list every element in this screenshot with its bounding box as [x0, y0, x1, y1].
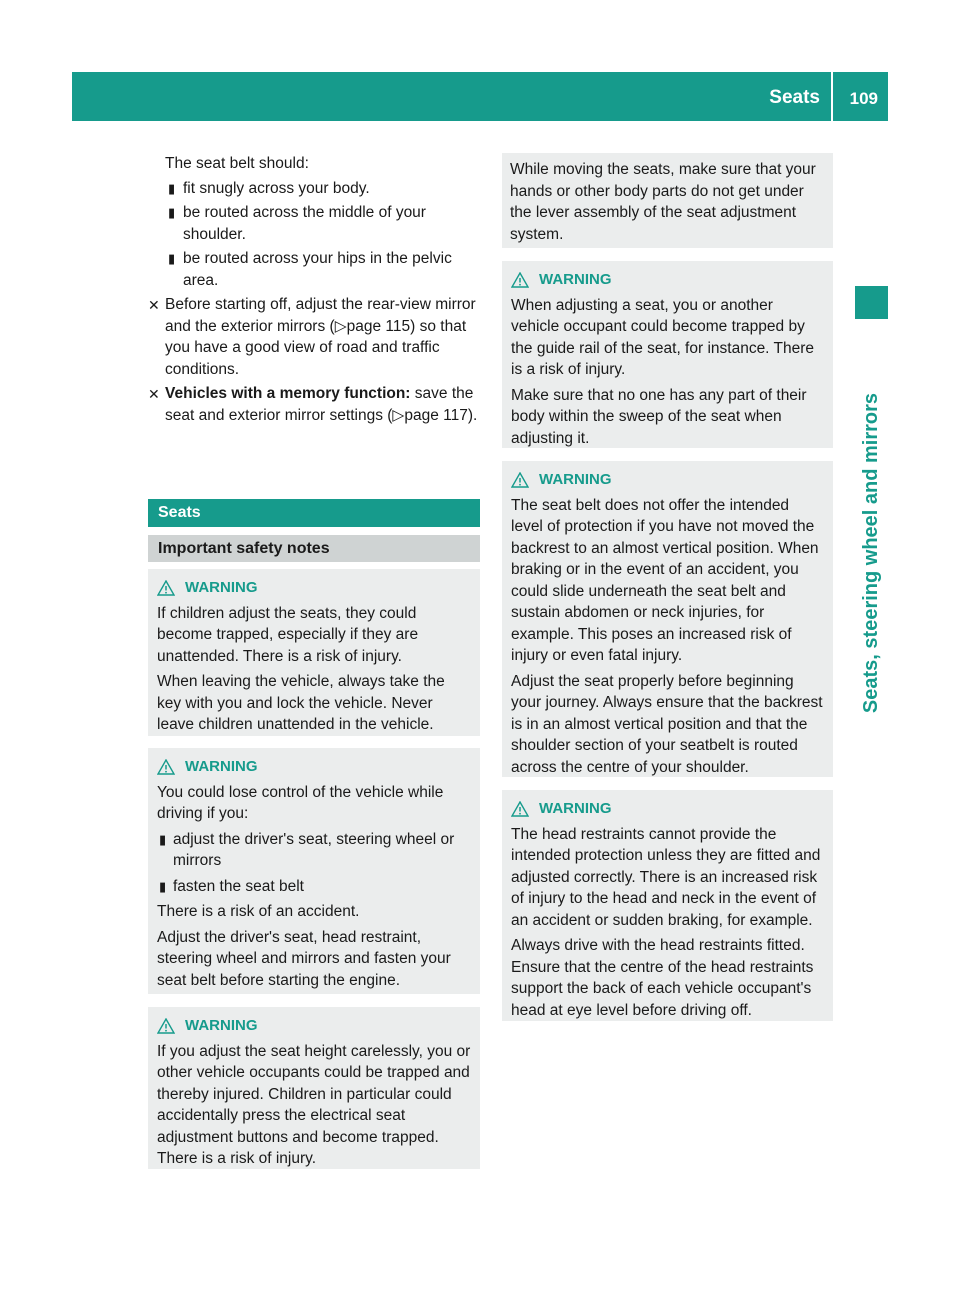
section-heading: Seats	[148, 499, 480, 527]
warning-triangle-icon	[157, 759, 175, 775]
warning-label: WARNING	[185, 579, 258, 596]
warning-triangle-icon	[157, 580, 175, 596]
instruction-step	[148, 294, 480, 380]
warning-text: If you adjust the seat height carelessly, you or other vehicle occupants could be trapped and thereby injured. Children in particular could accidentally press the electrical seat adjustment buttons and become trapped. There is a risk of injury.	[157, 1042, 471, 1167]
warning-box	[148, 1007, 480, 1169]
warning-triangle-icon	[511, 472, 529, 488]
chapter-marker	[855, 286, 888, 319]
info-box	[502, 153, 833, 248]
step-text: Before starting off, adjust the rear-view mirror and the exterior mirrors (	[165, 296, 476, 335]
page-ref-arrow-icon: ▷	[392, 406, 405, 424]
bullet-icon: ▮	[168, 180, 176, 196]
bullet-icon: ▮	[168, 251, 176, 266]
list-item	[148, 202, 480, 245]
intro-bullet-list	[148, 178, 480, 292]
chapter-title: Seats, steering wheel and mirrors	[860, 392, 882, 714]
warning-text: You could lose control of the vehicle while driving if you:	[157, 783, 444, 822]
warning-triangle-icon	[157, 1018, 175, 1034]
warning-box	[148, 748, 480, 994]
warning-heading	[157, 756, 472, 778]
page-reference-link[interactable]: page 117	[404, 406, 468, 424]
page-ref-arrow-icon: ▷	[334, 317, 347, 335]
page-reference-link[interactable]: page 115	[346, 317, 411, 335]
warning-text: Always drive with the head restraints fitted. Ensure that the centre of the head restraints support the back of each vehicle occupant's head at eye level before driving off.	[511, 937, 814, 1019]
warning-text: When adjusting a seat, you or another vehicle occupant could become trapped by the guide rail of the seat, for instance. There is a risk of injury.	[511, 296, 815, 378]
warning-text: Make sure that no one has any part of their body within the sweep of the seat when adjusting it.	[511, 386, 807, 447]
list-item	[148, 248, 480, 291]
warning-triangle-icon	[511, 801, 529, 817]
warning-box	[502, 461, 833, 777]
warning-text: Adjust the driver's seat, head restraint, steering wheel and mirrors and fasten your seat belt before starting the engine.	[157, 928, 451, 989]
warning-heading	[511, 469, 825, 491]
step-text: ).	[467, 406, 478, 424]
step-text: ) so that you have a good view of road and traffic conditions.	[165, 317, 467, 378]
warning-text: There is a risk of an accident.	[157, 903, 360, 920]
warning-box	[502, 261, 833, 448]
warning-heading	[157, 577, 472, 599]
header-divider	[831, 72, 833, 121]
intro-section	[148, 153, 480, 429]
bullet-icon: ▮	[159, 878, 167, 894]
warning-label: WARNING	[185, 758, 258, 775]
warning-text: Adjust the seat properly before beginning your journey. Always ensure that the backrest is in an almost vertical position and that the shoulder section of your seatbelt is routed across the centre of your shoulder.	[511, 672, 823, 776]
step-bold-label: Vehicles with a memory function:	[165, 385, 411, 402]
instruction-step	[148, 383, 480, 426]
page-number: 109	[849, 89, 878, 108]
warning-heading	[157, 1015, 472, 1037]
warning-heading	[511, 269, 825, 291]
warning-label: WARNING	[539, 271, 612, 288]
list-item-text: be routed across the middle of your shoulder.	[183, 204, 426, 243]
list-item-text: fasten the seat belt	[173, 877, 304, 895]
list-item	[157, 876, 472, 898]
warning-box	[502, 790, 833, 1021]
list-item-text: fit snugly across your body.	[183, 179, 370, 197]
warning-text: If children adjust the seats, they could become trapped, especially if they are unattended. There is a risk of injury.	[157, 604, 419, 665]
subsection-heading: Important safety notes	[148, 535, 480, 562]
warning-triangle-icon	[511, 272, 529, 288]
warning-label: WARNING	[539, 471, 612, 488]
bullet-icon: ▮	[159, 831, 167, 847]
warning-bullet-list	[157, 829, 472, 898]
warning-box	[148, 569, 480, 736]
step-arrow-icon: ✕	[148, 297, 160, 313]
warning-text: The head restraints cannot provide the intended protection unless they are fitted and adjusted correctly. There is an increased risk of injury to the head and neck in the event of an accident or sudden braking, for example.	[511, 825, 821, 929]
warning-text: When leaving the vehicle, always take the key with you and lock the vehicle. Never leave children unattended in the vehicle.	[157, 673, 445, 733]
step-text: save the seat and exterior mirror settings (	[165, 385, 474, 424]
step-arrow-icon: ✕	[148, 386, 160, 402]
warning-text: The seat belt does not offer the intended level of protection if you have not moved the backrest to an almost vertical position. When braking or in the event of an accident, you could slide underneath the seat belt and sustain abdomen or neck injuries, for example. This poses an increased risk of injury or even fatal injury.	[511, 496, 819, 664]
list-item	[157, 829, 472, 872]
list-item-text: adjust the driver's seat, steering wheel or mirrors	[173, 830, 455, 869]
header-section-title: Seats	[769, 87, 820, 108]
bullet-icon: ▮	[168, 205, 176, 220]
info-text: While moving the seats, make sure that your hands or other body parts do not get under the lever assembly of the seat adjustment system.	[510, 161, 816, 243]
intro-lead: The seat belt should:	[165, 155, 309, 172]
warning-label: WARNING	[539, 800, 612, 817]
warning-heading	[511, 798, 825, 820]
warning-label: WARNING	[185, 1017, 258, 1034]
list-item	[148, 178, 480, 200]
list-item-text: be routed across your hips in the pelvic area.	[183, 250, 452, 289]
page-header	[72, 72, 888, 121]
